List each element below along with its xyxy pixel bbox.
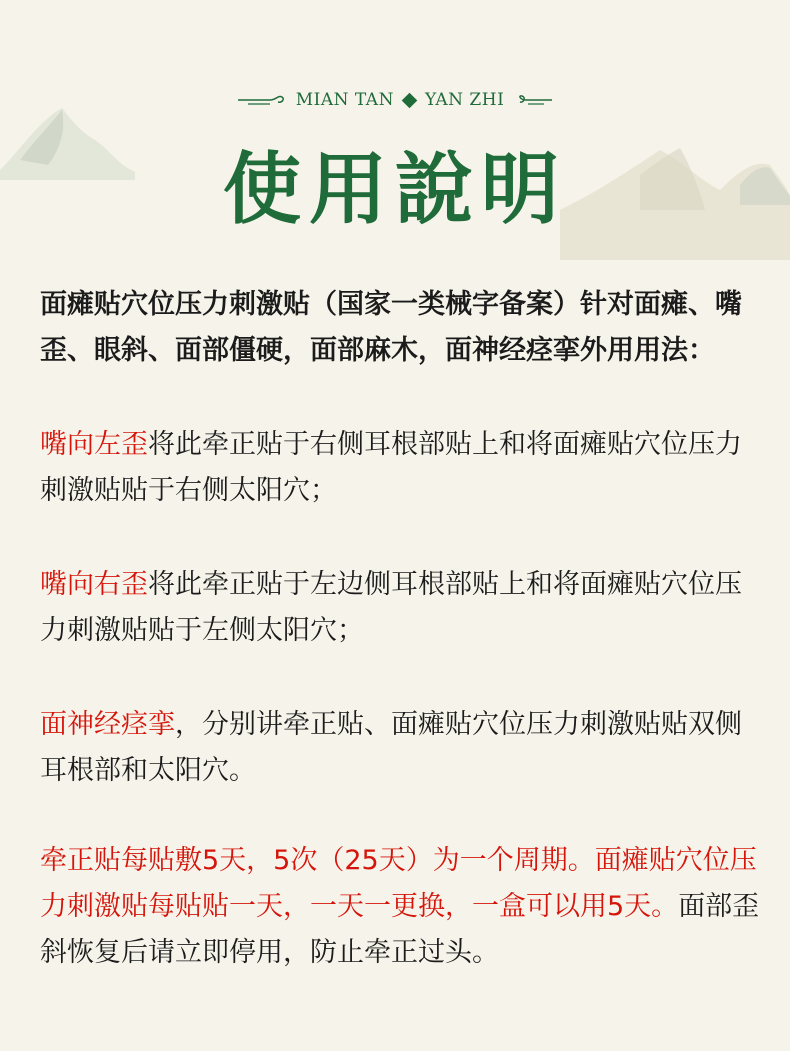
header-right-text: YAN ZHI <box>424 90 505 110</box>
instructions-content <box>40 282 760 976</box>
header-decorative-line <box>0 86 790 114</box>
header-left-text: MIAN TAN <box>295 90 394 110</box>
instruction-text: ，分别讲牵正贴、面瘫贴穴位压力刺激贴贴双侧耳根部和太阳穴。 <box>40 709 742 786</box>
wave-left-icon <box>236 93 286 107</box>
usage-note <box>40 838 760 976</box>
instruction-text: 将此牵正贴于右侧耳根部贴上和将面瘫贴穴位压力刺激贴贴于右侧太阳穴； <box>40 429 742 506</box>
note-highlight: 牵正贴每贴敷5天，5次（25天）为一个周期。面瘫贴穴位压力刺激贴每贴贴一天，一天一更换，一盒可以用5天。 <box>40 845 757 922</box>
note-text: 面部歪斜恢复后请立即停用，防止牵正过头。 <box>40 891 760 968</box>
page-title: 使用說明 <box>222 144 567 235</box>
instruction-left <box>40 422 760 514</box>
instruction-text: 将此牵正贴于左边侧耳根部贴上和将面瘫贴穴位压力刺激贴贴于左侧太阳穴； <box>40 569 742 646</box>
wave-right-icon <box>514 93 554 107</box>
intro-paragraph: 面瘫贴穴位压力刺激贴（国家一类械字备案）针对面瘫、嘴歪、眼斜、面部僵硬，面部麻木，面神经痉挛外用用法： <box>40 289 742 366</box>
highlight-label: 嘴向左歪 <box>40 429 148 460</box>
diamond-icon <box>402 92 418 108</box>
instruction-right <box>40 562 760 654</box>
instruction-spasm <box>40 702 760 794</box>
highlight-label: 面神经痉挛 <box>40 709 175 740</box>
highlight-label: 嘴向右歪 <box>40 569 148 600</box>
